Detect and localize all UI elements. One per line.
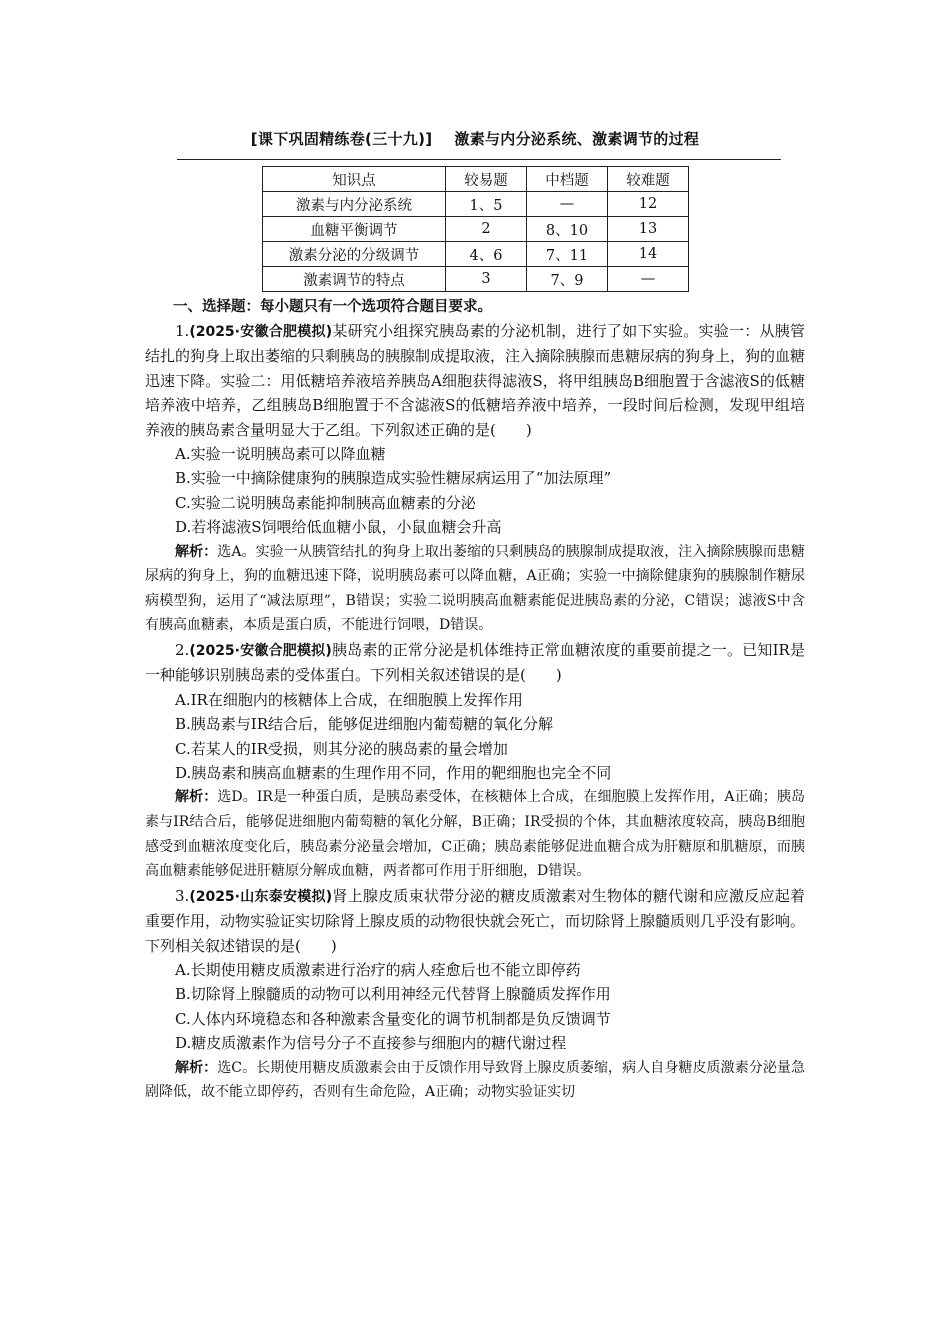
option-b: B.切除肾上腺髓质的动物可以利用神经元代替肾上腺髓质发挥作用	[175, 985, 611, 1004]
question-number: 2.	[175, 641, 190, 660]
question-stem	[145, 638, 805, 688]
question-source: (2025·安徽合肥模拟)	[189, 643, 332, 660]
question-text: 某研究小组探究胰岛素的分泌机制，进行了如下实验。实验一：从胰管结扎的狗身上取出萎缩的只剩胰岛的胰腺制成提取液，注入摘除胰腺而患糖尿病的狗身上，狗的血糖迅速下降。实验二：用低糖培养液培养胰岛A细胞获得滤液S，将甲组胰岛B细胞置于含滤液S的低糖培养液中培养，乙组胰岛B细胞置于不含滤液S的低糖培养液中培养，一段时间后检测，发现甲组培养液的胰岛素含量明显大于乙组。下列叙述正确的是( )	[145, 322, 806, 439]
question-text: 肾上腺皮质束状带分泌的糖皮质激素对生物体的糖代谢和应激反应起着重要作用，动物实验证实切除肾上腺皮质的动物很快就会死亡，而切除肾上腺髓质则几乎没有影响。下列相关叙述错误的是( )	[145, 886, 806, 955]
table-cell: 激素与内分泌系统	[263, 192, 446, 217]
table-cell: 4、6	[446, 242, 527, 267]
option-d: D.糖皮质激素作为信号分子不直接参与细胞内的糖代谢过程	[175, 1034, 567, 1053]
question-3	[145, 884, 805, 1105]
analysis-label: 解析：	[175, 1059, 218, 1076]
analysis-text: 选D。IR是一种蛋白质，是胰岛素受体，在核糖体上合成，在细胞膜上发挥作用，A正确；胰岛素与IR结合后，能够促进细胞内葡萄糖的氧化分解，B正确；IR受损的个体，其血糖浓度较高，胰岛B细胞感受到血糖浓度变化后，胰岛素分泌量会增加，C正确；胰岛素能够促进血糖合成为肝糖原和肌糖原，而胰高血糖素能够促进肝糖原分解成血糖，两者都可作用于肝细胞，D错误。	[145, 789, 806, 880]
table-cell: 7、9	[527, 267, 608, 292]
title-prefix: [课下巩固精练卷(三十九)]	[250, 130, 433, 148]
option-a: A.IR在细胞内的核糖体上合成，在细胞膜上发挥作用	[175, 690, 523, 709]
table-header-cell: 较难题	[608, 167, 689, 192]
analysis-label: 解析：	[175, 789, 218, 806]
option-c: C.若某人的IR受损，则其分泌的胰岛素的量会增加	[175, 739, 508, 758]
answer-analysis	[145, 785, 805, 883]
question-2	[145, 638, 805, 884]
table-cell: 血糖平衡调节	[263, 217, 446, 242]
question-1	[145, 319, 805, 638]
answer-analysis	[145, 540, 805, 638]
table-row	[263, 217, 689, 242]
table-row	[263, 192, 689, 217]
page-title	[145, 128, 805, 149]
question-stem	[145, 319, 805, 442]
question-text: 胰岛素的正常分泌是机体维持正常血糖浓度的重要前提之一。已知IR是一种能够识别胰岛素的受体蛋白。下列相关叙述错误的是( )	[145, 641, 805, 685]
table-cell: 14	[608, 242, 689, 267]
option-b: B.实验一中摘除健康狗的胰腺造成实验性糖尿病运用了“加法原理”	[175, 469, 612, 488]
title-divider	[177, 159, 781, 160]
option-a: A.实验一说明胰岛素可以降血糖	[175, 445, 386, 464]
table-cell: 13	[608, 217, 689, 242]
question-stem	[145, 884, 805, 958]
table-cell: 2	[446, 217, 527, 242]
table-row	[263, 267, 689, 292]
answer-analysis	[145, 1056, 805, 1105]
table-cell: 8、10	[527, 217, 608, 242]
document-page	[145, 120, 805, 1105]
question-source: (2025·安徽合肥模拟)	[189, 324, 333, 340]
table-cell: 12	[608, 192, 689, 217]
option-d: D.若将滤液S饲喂给低血糖小鼠，小鼠血糖会升高	[175, 518, 502, 537]
table-cell: 7、11	[527, 242, 608, 267]
analysis-text: 选C。长期使用糖皮质激素会由于反馈作用导致肾上腺皮质萎缩，病人自身糖皮质激素分泌量急剧降低，故不能立即停药，否则有生命危险，A正确；动物实验证实切	[145, 1059, 806, 1101]
table-cell: 激素分泌的分级调节	[263, 242, 446, 267]
question-number: 1.	[175, 322, 190, 340]
title-topic: 激素与内分泌系统、激素调节的过程	[454, 130, 700, 148]
question-number: 3.	[175, 886, 190, 905]
table-row	[263, 242, 689, 267]
table-header-cell: 中档题	[527, 167, 608, 192]
option-a: A.长期使用糖皮质激素进行治疗的病人痊愈后也不能立即停药	[175, 961, 581, 980]
option-d: D.胰岛素和胰高血糖素的生理作用不同，作用的靶细胞也完全不同	[175, 764, 612, 783]
table-cell: —	[608, 267, 689, 292]
question-source: (2025·山东泰安模拟)	[189, 888, 333, 905]
table-cell: 激素调节的特点	[263, 267, 446, 292]
table-cell: 1、5	[446, 192, 527, 217]
knowledge-point-table	[262, 166, 689, 292]
table-header-cell: 较易题	[446, 167, 527, 192]
section-heading: 一、选择题：每小题只有一个选项符合题目要求。	[173, 299, 492, 315]
option-b: B.胰岛素与IR结合后，能够促进细胞内葡萄糖的氧化分解	[175, 715, 554, 734]
analysis-text: 选A。实验一从胰管结扎的狗身上取出萎缩的只剩胰岛的胰腺制成提取液，注入摘除胰腺而患糖尿病的狗身上，狗的血糖迅速下降，说明胰岛素可以降血糖，A正确；实验一中摘除健康狗的胰腺制作糖尿病模型狗，运用了“减法原理”，B错误；实验二说明胰高血糖素能促进胰岛素的分泌，C错误；滤液S中含有胰高血糖素，本质是蛋白质，不能进行饲喂，D错误。	[145, 543, 805, 634]
table-cell: —	[527, 192, 608, 217]
analysis-label: 解析：	[175, 543, 218, 560]
table-cell: 3	[446, 267, 527, 292]
option-c: C.实验二说明胰岛素能抑制胰高血糖素的分泌	[175, 493, 476, 512]
table-header-cell: 知识点	[263, 167, 446, 192]
option-c: C.人体内环境稳态和各种激素含量变化的调节机制都是负反馈调节	[175, 1009, 611, 1028]
table-header-row	[263, 167, 689, 192]
